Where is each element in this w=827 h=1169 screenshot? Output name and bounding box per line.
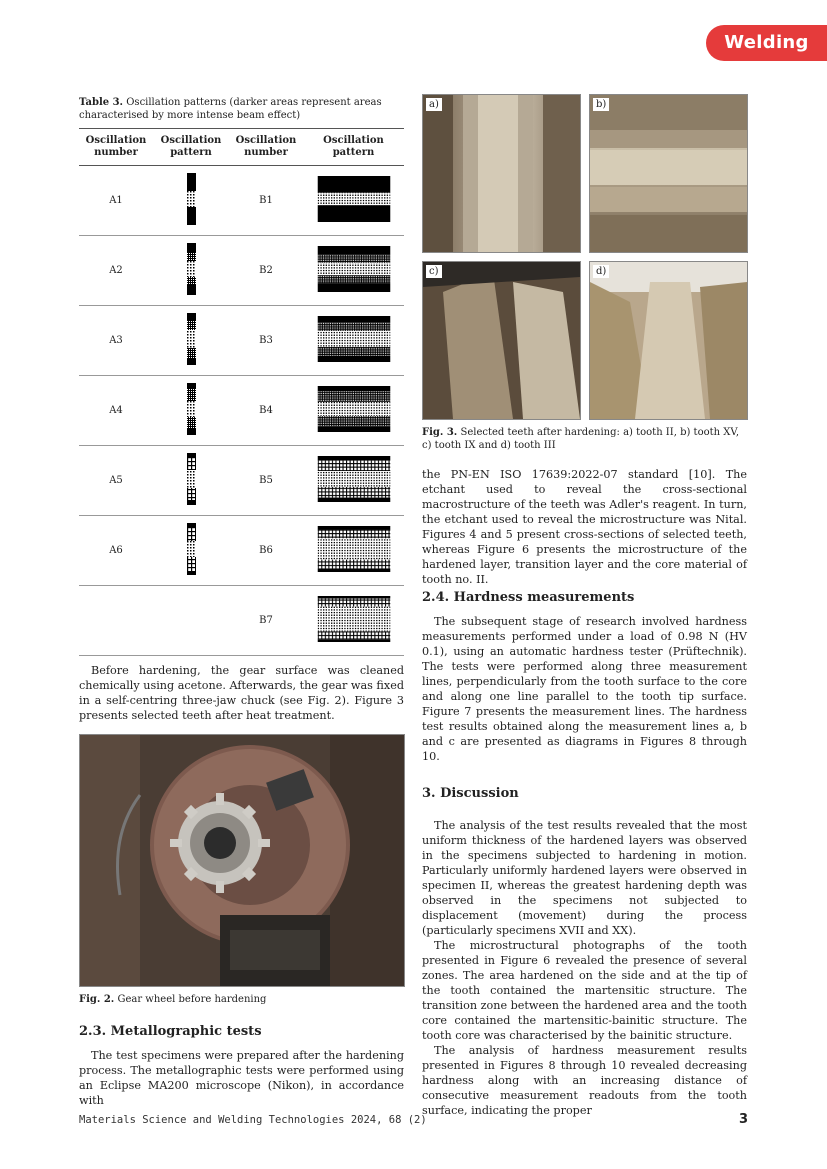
table-header: Oscillation number: [229, 129, 303, 166]
osc-number-b: B3: [229, 306, 303, 376]
pattern-b3: [303, 306, 404, 376]
para-before-hardening: [79, 663, 404, 723]
table-row: [79, 376, 404, 446]
section-2-3-body: [79, 1048, 404, 1108]
section-2-4-title: 2.4. Hardness measurements: [422, 590, 635, 605]
pattern-a1: [153, 166, 229, 236]
fig3-caption-text: Selected teeth after hardening: a) tooth II, b) tooth XV, c) tooth IX and d) tooth III: [422, 427, 740, 451]
osc-number-a: A4: [79, 376, 153, 446]
paragraph: The analysis of hardness measurement results presented in Figures 8 through 10 revealed decreasing hardness along with an increasing distance of consecutive measurement readouts from the tooth surface, indicating the proper: [422, 1044, 747, 1117]
table-header: Oscillation number: [79, 129, 153, 166]
section-3-title: 3. Discussion: [422, 786, 519, 801]
osc-number-a: [79, 586, 153, 656]
table-row: [79, 446, 404, 516]
osc-number-a: A3: [79, 306, 153, 376]
pattern-b6: [303, 516, 404, 586]
metallographic-continuation: [422, 467, 747, 587]
osc-number-a: A5: [79, 446, 153, 516]
paragraph: The test specimens were prepared after the hardening process. The metallographic tests were performed using an Eclipse MA200 microscope (Nikon), in accordance with: [79, 1049, 404, 1107]
section-2-4-body: [422, 614, 747, 764]
paragraph: The analysis of the test results revealed that the most uniform thickness of the hardened layers was observed in the specimens subjected to hardening in motion. Particularly uniformly hardened layers were observed in specimen II, whereas the greatest hardening depth was observed in the specimens not subjected to displacement (movement) during the process (particularly specimens XVII and XX).: [422, 819, 747, 937]
table3-caption: [79, 96, 404, 122]
osc-number-a: A6: [79, 516, 153, 586]
osc-number-a: A1: [79, 166, 153, 236]
pattern-a7-empty: [153, 586, 229, 656]
table-row: [79, 586, 404, 656]
osc-number-a: A2: [79, 236, 153, 306]
osc-number-b: B5: [229, 446, 303, 516]
table-row: [79, 236, 404, 306]
fig3-panel-label: b): [593, 98, 609, 111]
osc-number-b: B1: [229, 166, 303, 236]
page-number: 3: [738, 1112, 748, 1127]
paragraph: The subsequent stage of research involved hardness measurements performed under a load of 0.98 N (HV 0.1), using an automatic hardness tester (Prüftechnik). The tests were performed along three measurement lines, perpendicularly from the tooth surface to the core and along one line parallel to the tooth tip surface. Figure 7 presents the measurement lines. The hardness test results obtained along the measurement lines a, b and c are presented as diagrams in Figures 8 through 10.: [422, 615, 747, 763]
fig3-caption-label: Fig. 3.: [422, 427, 458, 438]
section-3-body: [422, 818, 747, 1118]
osc-number-b: B7: [229, 586, 303, 656]
table-row: [79, 306, 404, 376]
fig3-photo-a: [422, 94, 581, 253]
fig3-photo-b: [589, 94, 748, 253]
table3-caption-label: Table 3.: [79, 97, 124, 108]
osc-number-b: B4: [229, 376, 303, 446]
table-row: [79, 516, 404, 586]
section-2-3-title: 2.3. Metallographic tests: [79, 1024, 262, 1039]
fig2-caption-label: Fig. 2.: [79, 994, 115, 1005]
fig3-panel-label: c): [426, 265, 442, 278]
osc-number-b: B6: [229, 516, 303, 586]
fig3-panel-label: d): [593, 265, 609, 278]
fig2-caption: [79, 993, 404, 1006]
paragraph: Before hardening, the gear surface was cleaned chemically using acetone. Afterwards, the gear was fixed in a self-centring three-jaw chuck (see Fig. 2). Figure 3 presents selected teeth after heat treatment.: [79, 664, 404, 722]
pattern-a3: [153, 306, 229, 376]
pattern-a2: [153, 236, 229, 306]
section-tag: Welding: [706, 25, 827, 61]
fig3-caption: [422, 426, 747, 452]
oscillation-table: [79, 128, 404, 656]
table3-caption-text: Oscillation patterns (darker areas represent areas characterised by more intense beam effect): [79, 97, 382, 121]
paragraph: The microstructural photographs of the tooth presented in Figure 6 revealed the presence of several zones. The area hardened on the side and at the tip of the tooth contained the martensitic structure. The transition zone between the hardened area and the tooth core contained the martensitic-bainitic structure. The tooth core was characterised by the bainitic structure.: [422, 939, 747, 1042]
pattern-b4: [303, 376, 404, 446]
fig2-photo: [79, 734, 405, 987]
fig2-caption-text: Gear wheel before hardening: [117, 994, 267, 1005]
fig3-panel-label: a): [426, 98, 442, 111]
table-header: Oscillation pattern: [153, 129, 229, 166]
pattern-a4: [153, 376, 229, 446]
paragraph: the PN-EN ISO 17639:2022-07 standard [10]. The etchant used to reveal the cross-sectional macrostructure of the teeth was Adler's reagent. In turn, the etchant used to reveal the microstructure was Nital. Figures 4 and 5 present cross-sections of selected teeth, whereas Figure 6 presents the microstructure of the hardened layer, transition layer and the core material of tooth no. II.: [422, 468, 747, 586]
pattern-b2: [303, 236, 404, 306]
table-header-row: [79, 129, 404, 166]
table-row: [79, 166, 404, 236]
table-header: Oscillation pattern: [303, 129, 404, 166]
pattern-a5: [153, 446, 229, 516]
pattern-b1: [303, 166, 404, 236]
pattern-a6: [153, 516, 229, 586]
fig3-photo-d: [589, 261, 748, 420]
pattern-b5: [303, 446, 404, 516]
fig3-photo-c: [422, 261, 581, 420]
pattern-b7: [303, 586, 404, 656]
journal-footer: Materials Science and Welding Technologies 2024, 68 (2): [79, 1114, 427, 1126]
osc-number-b: B2: [229, 236, 303, 306]
